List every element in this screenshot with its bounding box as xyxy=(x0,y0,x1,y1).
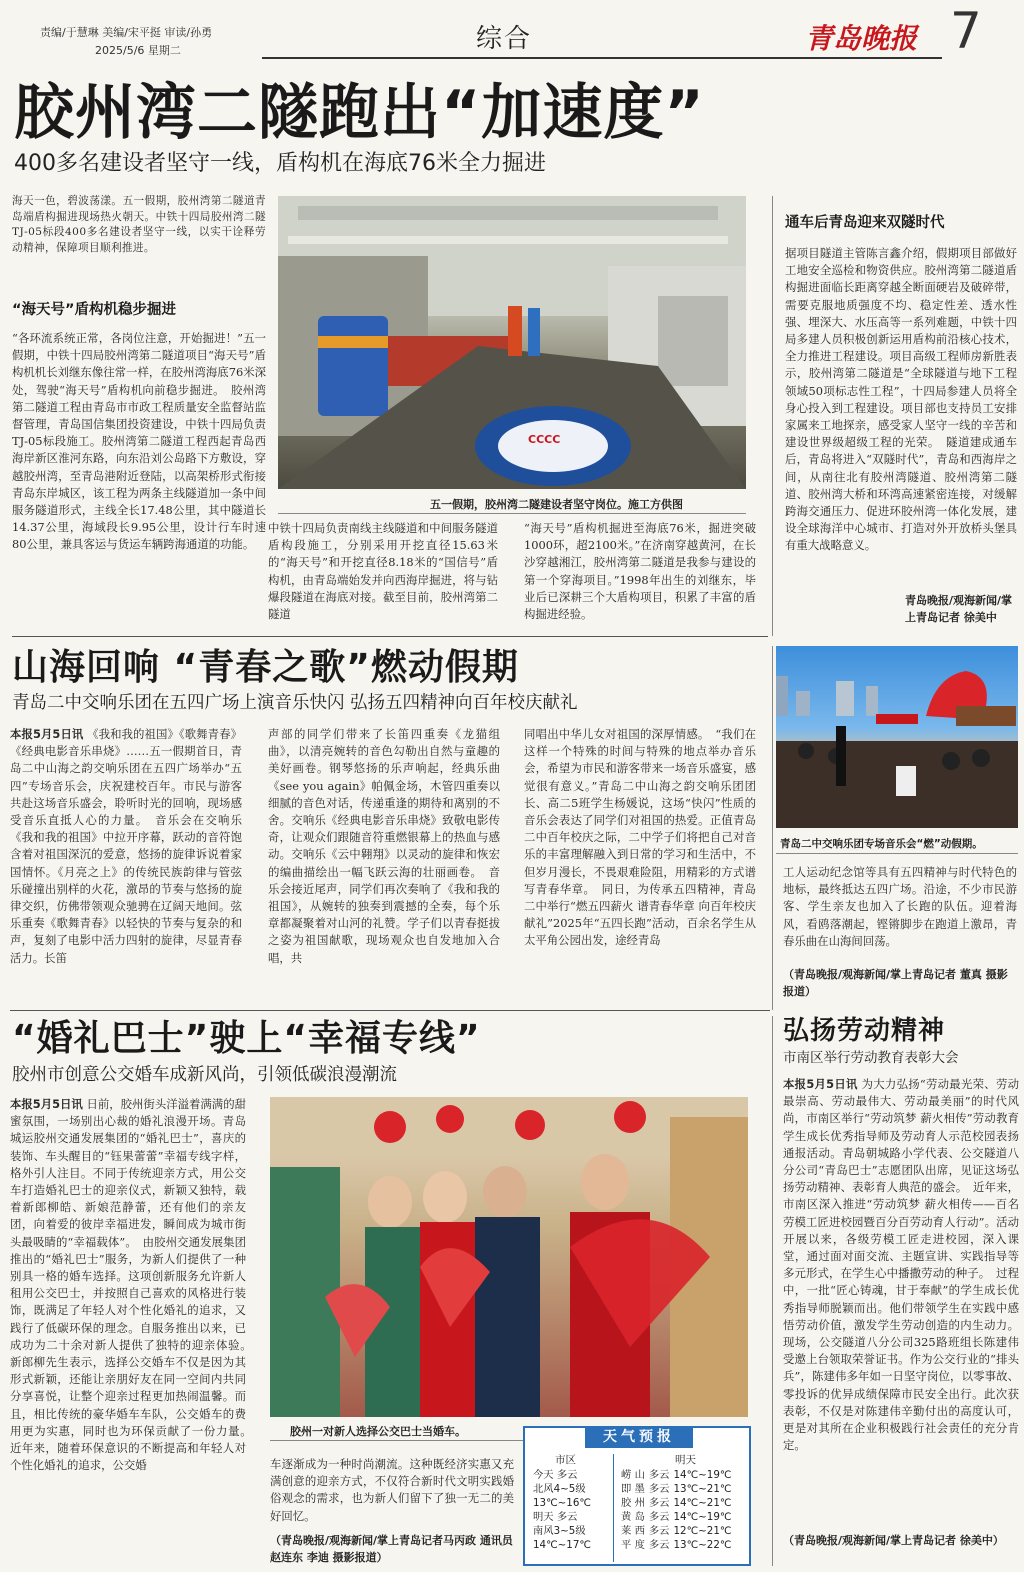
wedding-photo xyxy=(270,1097,748,1417)
district-temp: 14℃~21℃ xyxy=(673,1497,732,1509)
story1-headline: 胶州湾二隧跑出“加速度” xyxy=(14,78,705,148)
district-name: 黄 岛 xyxy=(621,1511,645,1523)
orchestra-photo xyxy=(776,646,1018,828)
weather-left-cell: 14℃~17℃ xyxy=(533,1539,591,1551)
story2-col1 xyxy=(10,726,242,1002)
weather-left-cell: 北风4~5级 xyxy=(533,1483,586,1495)
story1-photo-caption: 五一假期，胶州湾二隧建设者坚守岗位。施工方供图 xyxy=(430,498,683,511)
story2-photo-caption: 青岛二中交响乐团专场音乐会“燃”动假期。 xyxy=(780,838,983,850)
story2-headline: 山海回响 “青春之歌”燃动假期 xyxy=(12,647,519,688)
weather-tomorrow-header: 明天 xyxy=(675,1454,696,1466)
weather-left-cell: 明天 多云 xyxy=(533,1511,578,1523)
story2-caption-rule xyxy=(776,853,1018,854)
weather-today-header: 市区 xyxy=(555,1454,576,1466)
wedding-illustration xyxy=(270,1097,748,1417)
story3-col1 xyxy=(10,1096,258,1568)
district-name: 平 度 xyxy=(621,1539,645,1551)
district-temp: 13℃~22℃ xyxy=(673,1539,732,1551)
district-sky: 多云 xyxy=(648,1483,670,1495)
story2-byline: （青岛晚报/观海新闻/掌上青岛记者 董真 摄影报道） xyxy=(783,968,1008,998)
story3-photo-caption: 胶州一对新人选择公交巴士当婚车。 xyxy=(290,1425,466,1438)
story2-col3: 同唱出中华儿女对祖国的深厚情感。 “我们在这样一个特殊的时间与特殊的地点举办音乐会，希望为市民和游客带来一场音乐盛宴，感觉很有意义。”青岛二中山海之韵交响乐团团长、高二5班学生杨媛说，这场“快闪”性质的音乐会表达了同学们对祖国的热爱。正值青岛二中百年校庆之际，二中学子们将把自己对音乐的丰富理解融入到日常的学习和生活中，不但岁月漫长，不畏艰难险阻，用精彩的方式谱写青春华章。 同日，为传承五四精神，青岛二中举行“燃五四薪火 谱青春华章 向百年校庆献礼”2025年“五四长跑”活动，百余名学生从太平角公园出发，途经青岛 xyxy=(524,727,756,948)
story3-col1-text: 日前，胶州街头洋溢着满满的甜蜜氛围，一场别出心裁的婚礼浪漫开场。青岛城运胶州交通发展集团的“婚礼巴士”，喜庆的装饰、车头醒目的“钰果蕾蕾”幸福专线字样，格外引人注目。不同于传统迎亲方式，用公交车打造婚礼巴士的迎亲仪式，新颖又独特，载着新郎柳皓、新娘范静蕾，还有他们的亲友团，向着爱的彼岸幸福进发，瞬间成为城市街头最吸睛的“幸福载体”。 由胶州交通发展集团推出的“婚礼巴士”服务，为新人们提供了一种别具一格的婚车选择。这项创新服务允许新人租用公交巴士，并按照自己喜欢的风格进行装饰，既满足了年轻人对个性化婚礼的追求，又践行了低碳环保的理念。自服务推出以来，已成功为二十余对新人提供了独特的迎亲体验。 新郎柳先生表示，选择公交婚车不仅是因为其形式新颖，还能让亲朋好友在同一空间内共同分享喜悦，让整个迎亲过程更加热闹温馨。而且，相比传统的豪华婚车车队，公交婚车的费用更为实惠，同时也为环保贡献了一份力量。 近年来，随着环保意识的不断提高和年轻人对个性化婚礼的追求，公交婚 xyxy=(10,1097,258,1473)
tunnel-photo xyxy=(278,196,746,489)
weather-title: 天气预报 xyxy=(585,1426,693,1448)
district-name: 胶 州 xyxy=(621,1497,645,1509)
issue-date: 2025/5/6 星期二 xyxy=(95,44,181,57)
editor-credits: 责编/于慧琳 美编/宋平挺 审读/孙勇 xyxy=(40,26,213,39)
masthead xyxy=(0,0,1024,60)
story4-byline: （青岛晚报/观海新闻/掌上青岛记者 徐美中） xyxy=(783,1534,1004,1547)
story3-headline: “婚礼巴士”驶上“幸福专线” xyxy=(12,1018,481,1059)
district-name: 即 墨 xyxy=(621,1483,645,1495)
district-sky: 多云 xyxy=(648,1539,670,1551)
story3-byline: （青岛晚报/观海新闻/掌上青岛记者马丙政 通讯员 赵连东 李迪 摄影报道） xyxy=(270,1534,513,1564)
story2-right-divider xyxy=(772,646,773,1010)
story4-body xyxy=(783,1076,1019,1528)
page-number: 7 xyxy=(950,2,982,60)
story3-lead: 本报5月5日讯 xyxy=(10,1097,83,1111)
story2-col4: 工人运动纪念馆等具有五四精神与时代特色的地标，最终抵达五四广场。沿途，不少市民游客、学生亲友也加入了长跑的队伍。迎着海风，看鸥落潮起，铿锵脚步在跑道上激昂，青春乐曲在山海间回荡。 xyxy=(783,865,1017,948)
story2-bottom-rule xyxy=(10,1010,770,1011)
weather-left-cell: 13℃~16℃ xyxy=(533,1497,591,1509)
weather-left-table xyxy=(533,1468,591,1552)
paper-logo: 青岛晚报 xyxy=(805,22,918,55)
district-name: 崂 山 xyxy=(621,1469,645,1481)
story4-headline: 弘扬劳动精神 xyxy=(783,1016,946,1046)
story4-subheadline: 市南区举行劳动教育表彰大会 xyxy=(783,1050,959,1066)
story4-text: 为大力弘扬“劳动最光荣、劳动最崇高、劳动最伟大、劳动最美丽”的时代风尚，市南区举行“劳动筑梦 薪火相传”劳动教育学生成长优秀指导师及劳动育人示范校园表扬通报活动。青岛朝城路小学代表、公交隧道八分公司“青岛巴士”志愿团队出席，见证这场弘扬劳动精神、表彰育人典范的盛会。 近年来，市南区深入推进“劳动筑梦 薪火相传——百名劳模工匠进校园暨百分百劳动育人行动”。活动开展以来，各级劳模工匠走进校园，深入课堂，通过面对面交流、主题宣讲、实践指导等多元形式，在学生心中播撒劳动的种子。 过程中，一批“匠心铸魂，甘于奉献”的学生成长优秀指导师脱颖而出。他们带领学生在实践中感悟劳动价值，激发学生劳动创造的内生动力。现场，公交隧道八分公司325路班组长陈建伟受邀上台领取荣誉证书。作为公交行业的“排头兵”，陈建伟多年如一日坚守岗位，以零事故、零投诉的优异成绩保障市民安全出行。此次获表彰，不仅是对陈建伟辛勤付出的高度认可，更是对其所在企业积极践行社会责任的充分肯定。 xyxy=(783,1077,1019,1453)
story2-subheadline: 青岛二中交响乐团在五四广场上演音乐快闪 弘扬五四精神向百年校庆献礼 xyxy=(12,693,578,713)
story1-right-text: 据项目隧道主管陈言鑫介绍，假期项目部做好工地安全巡检和物资供应。胶州湾第二隧道盾构掘进面临长距离穿越全断面硬岩及破碎带，需要克服地质强度不均、稳定性差、透水性强、埋深大、水压高等一系列难题，中铁十四局多建人员积极创新运用盾构前沿核心技术，全力推进工程建设。项目高级工程师房新胜表示，胶州湾第二隧道是“全球隧道与地下工程领域50项标志性工程”，十四局参建人员将全身心投入到工程建设。项目部也支持员工安排家属来工地探亲，感受家人坚守一线的辛苦和建设世界级超级工程的光荣。 隧道建成通车后，青岛将进入“双隧时代”，青岛和西海岸之间，从南往北有胶州湾隧道、胶州湾第二隧道、胶州湾大桥和环湾高速紧密连接，对缓解跨海交通压力、促进环胶州湾一体化发展，建设全球海洋中心城市、打造对外开放桥头堡具有重大战略意义。 xyxy=(785,246,1017,553)
story1-col3: “海天号”盾构机掘进至海底76米，掘进突破1000环，超2100米。”在济南穿越黄河，在长沙穿越湘江，胶州湾第二隧道是我参与建设的第一个穿海项目。”1998年出生的刘继东，毕业后已深耕三个大盾构项目，积累了丰富的盾构掘进经验。 xyxy=(524,521,756,622)
story1-col2: 中铁十四局负责南线主线隧道和中间服务隧道盾构段施工，分别采用开挖直径15.63米的“海天号”和开挖直径8.18米的“国信号”盾构机，由青岛端始发并向西海岸掘进，将与钻爆段隧道在海底对接。截至目前，胶州湾第二隧道 xyxy=(268,521,498,622)
district-name: 莱 西 xyxy=(621,1525,645,1537)
right-col-divider xyxy=(772,196,773,636)
district-temp: 12℃~21℃ xyxy=(673,1525,732,1537)
district-sky: 多云 xyxy=(648,1497,670,1509)
weather-right-table xyxy=(621,1468,731,1552)
story2-col2: 声部的同学们带来了长笛四重奏《龙猫组曲》，以清亮婉转的音色勾勒出自然与童趣的美好画卷。钢琴悠扬的乐声响起，经典乐曲《see you again》帕佩金场，木管四重奏以细腻的音色对话，传递重逢的期待和离别的不舍。交响乐《经典电影音乐串烧》致敬电影传奇，让观众们跟随音符重燃银幕上的热血与感动。交响乐《云中翱翔》以灵动的旋律和恢宏的编曲描绘出一幅飞跃云海的壮丽画卷。 音乐会接近尾声，同学们再次奏响了《我和我的祖国》，从婉转的独奏到震撼的全奏，每个乐章都凝聚着对山河的礼赞。学子们以青春挺拔之姿为祖国献歌，现场观众也自发地加入合唱，共 xyxy=(268,727,500,965)
story4-lead: 本报5月5日讯 xyxy=(783,1077,858,1091)
story1-section-head: “海天号”盾构机稳步掘进 xyxy=(12,302,177,318)
weather-box xyxy=(523,1426,751,1566)
story1-subheadline: 400多名建设者坚守一线，盾构机在海底76米全力掘进 xyxy=(14,151,546,176)
story1-right-head: 通车后青岛迎来双隧时代 xyxy=(785,215,945,231)
story2-lead: 本报5月5日讯 xyxy=(10,727,84,741)
story4-left-divider xyxy=(772,1016,773,1566)
district-temp: 13℃~21℃ xyxy=(673,1483,732,1495)
weather-left-cell: 今天 多云 xyxy=(533,1469,578,1481)
district-sky: 多云 xyxy=(648,1511,670,1523)
masthead-rule xyxy=(262,57,942,59)
weather-left-cell: 南风3~5级 xyxy=(533,1525,586,1537)
section-name: 综合 xyxy=(476,24,533,54)
district-sky: 多云 xyxy=(648,1469,670,1481)
svg-text:CCCC: CCCC xyxy=(528,433,561,446)
story3-col2: 车逐渐成为一种时尚潮流。这种既经济实惠又充满创意的迎亲方式，不仅符合新时代文明实践婚俗观念的需求，也为新人们留下了独一无二的美好回忆。 xyxy=(270,1457,514,1523)
story2-col1-text: 《我和我的祖国》《歌舞青春》《经典电影音乐串烧》……五一假期首日，青岛二中山海之韵交响乐团在五四广场举办“五四”专场音乐会，庆祝建校百年。市民与游客共赴这场音乐盛会，聆听时光的回响，现场感受音乐直抵人心的力量。 音乐会在交响乐《我和我的祖国》中拉开序幕，跃动的音符饱含着对祖国深沉的爱意，悠扬的旋律诉说着家国情怀。《月亮之上》的传统民族韵律与管弦乐碰撞出别样的火花，激昂的节奏与悠扬的旋律交织，仿佛带领观众驰骋在辽阔天地间。弦乐重奏《歌舞青春》以轻快的节奏与复杂的和声，复刻了电影中活力四射的旋律，尽显青春活力。长笛 xyxy=(10,727,242,965)
district-temp: 14℃~19℃ xyxy=(673,1469,732,1481)
tunnel-illustration xyxy=(278,196,746,489)
orchestra-illustration xyxy=(776,646,1018,828)
story1-bottom-rule xyxy=(12,636,768,637)
story1-col1: “各环流系统正常，各岗位注意，开始掘进！”五一假期，中铁十四局胶州湾第二隧道项目“海天号”盾构机机长刘继东像往常一样，在胶州湾海底76米深处，驾驶“海天号”盾构机向前稳步掘进。 胶州湾第二隧道工程由青岛市市政工程质量安全监督站监督管理，青岛国信集团投资建设，中铁十四局负责TJ-05标段施工。胶州湾第二隧道工程西起青岛西海岸新区淮河东路，向东沿刘公岛路下方敷设，穿越胶州湾，至青岛港附近登陆，以高架桥形式衔接青岛东岸城区，该工程为两条主线隧道加一条中间服务隧道形式，主线全长17.48公里，其中隧道长14.37公里，海域段长9.95公里，设计行车时速80公里，兼具客运与货运车辆跨海通道的功能。 xyxy=(12,331,266,552)
story1-byline: 青岛晚报/观海新闻/掌上青岛记者 徐美中 xyxy=(785,592,1017,626)
story1-intro: 海天一色，碧波荡漾。五一假期，胶州湾第二隧道青岛端盾构掘进现场热火朝天。中铁十四局胶州湾二隧TJ-05标段400多名建设者坚守一线，以实干诠释劳动精神，保障项目顺利推进。 xyxy=(12,195,266,254)
story1-caption-rule xyxy=(278,513,746,514)
story3-subheadline: 胶州市创意公交婚车成新风尚，引领低碳浪漫潮流 xyxy=(12,1065,397,1085)
district-sky: 多云 xyxy=(648,1525,670,1537)
district-temp: 14℃~19℃ xyxy=(673,1511,732,1523)
weather-divider xyxy=(613,1454,614,1562)
